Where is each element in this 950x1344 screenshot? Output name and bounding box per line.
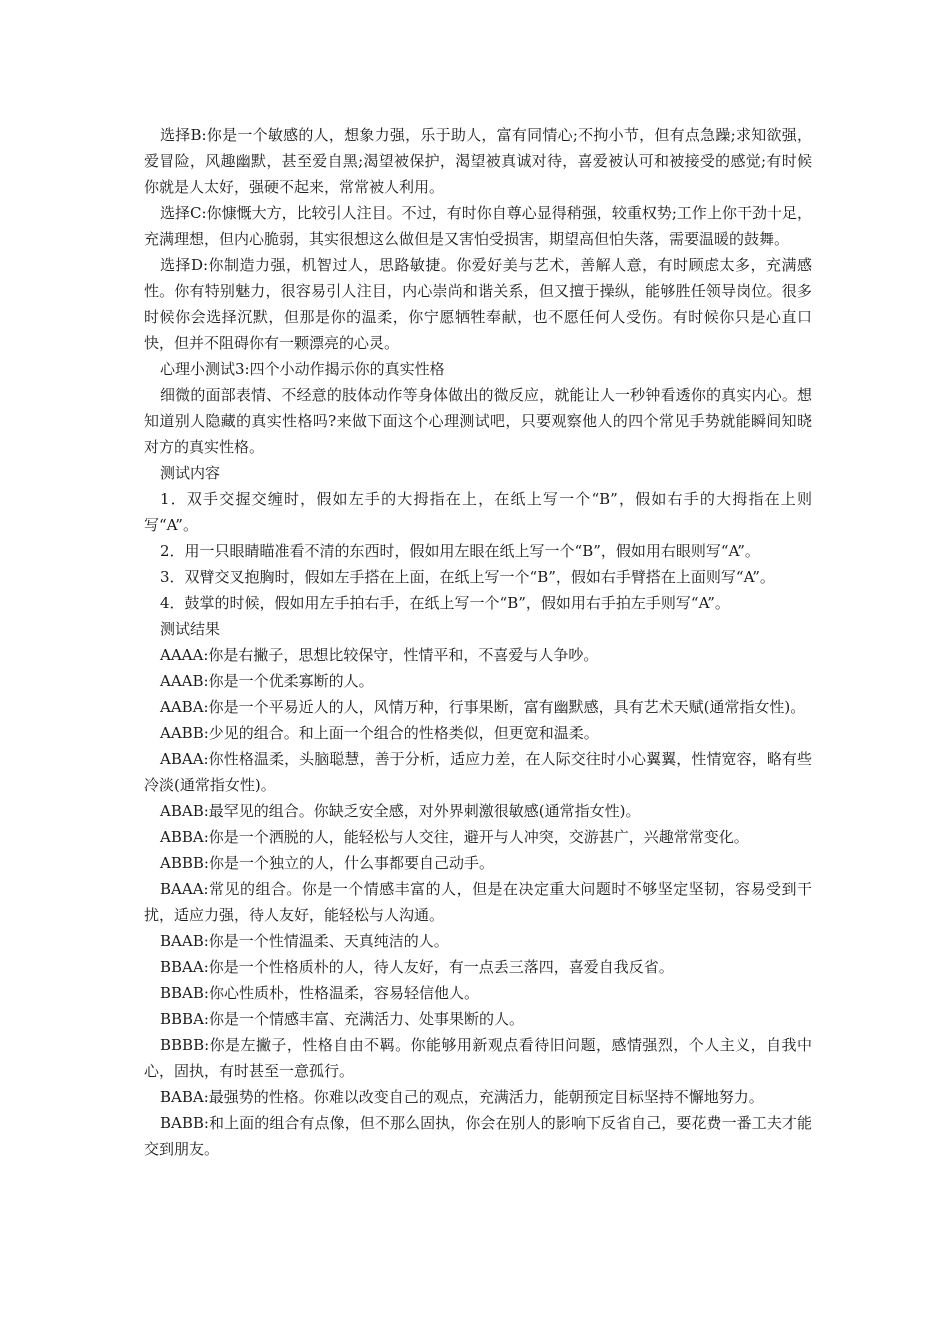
result-bbba: BBBA:你是一个情感丰富、充满活力、处事果断的人。 <box>160 1010 524 1028</box>
test-item-1: 1．双手交握交缠时，假如左手的大拇指在上，在纸上写一个“B”，假如右手的大拇指在上则写“A”。 <box>144 490 812 534</box>
result-bbbb: BBBB:你是左撇子，性格自由不羁。你能够用新观点看待旧问题，感情强烈，个人主义，自我中心，固执，有时甚至一意孤行。 <box>144 1036 812 1080</box>
result-abba: ABBA:你是一个洒脱的人，能轻松与人交往，避开与人冲突，交游甚广，兴趣常常变化。 <box>160 828 749 846</box>
result-baaa: BAAA:常见的组合。你是一个情感丰富的人，但是在决定重大问题时不够坚定坚韧，容易受到干扰，适应力强，待人友好，能轻松与人沟通。 <box>144 880 812 924</box>
paragraph-choice-d: 选择D:你制造力强，机智过人，思路敏捷。你爱好美与艺术，善解人意，有时顾虑太多，充满感性。你有特别魅力，很容易引人注目，内心崇尚和谐关系，但又擅于操纵，能够胜任领导岗位。很多时候你会选择沉默，但那是你的温柔，你宁愿牺牲奉献，也不愿任何人受伤。有时候你只是心直口快，但并不阻碍你有一颗漂亮的心灵。 <box>144 256 812 352</box>
result-aaba: AABA:你是一个平易近人的人，风情万种，行事果断，富有幽默感，具有艺术天赋(通常指女性)。 <box>160 698 806 716</box>
subheading-test-results: 测试结果 <box>160 620 221 638</box>
result-abab: ABAB:最罕见的组合。你缺乏安全感，对外界刺激很敏感(通常指女性)。 <box>160 802 641 820</box>
test-item-4: 4．鼓掌的时候，假如用左手拍右手，在纸上写一个“B”，假如用右手拍左手则写“A”。 <box>160 594 730 612</box>
result-aaab: AAAB:你是一个优柔寡断的人。 <box>160 672 374 690</box>
section-heading-test3: 心理小测试3:四个小动作揭示你的真实性格 <box>160 360 445 378</box>
result-aaaa: AAAA:你是右撇子，思想比较保守，性情平和，不喜爱与人争吵。 <box>160 646 599 664</box>
test-item-3: 3．双臂交叉抱胸时，假如左手搭在上面，在纸上写一个“B”，假如右手臂搭在上面则写“A”。 <box>160 568 775 586</box>
paragraph-choice-c: 选择C:你慷慨大方，比较引人注目。不过，有时你自尊心显得稍强，较重权势;工作上你干劲十足，充满理想，但内心脆弱，其实很想这么做但是又害怕受损害，期望高但怕失落，需要温暖的鼓舞。 <box>144 204 812 248</box>
result-babb: BABB:和上面的组合有点像，但不那么固执，你会在别人的影响下反省自己，要花费一番工夫才能交到朋友。 <box>144 1114 812 1158</box>
document-body <box>144 122 812 1162</box>
subheading-test-content: 测试内容 <box>160 464 221 482</box>
result-baab: BAAB:你是一个性情温柔、天真纯洁的人。 <box>160 932 449 950</box>
test-item-2: 2．用一只眼睛瞄准看不清的东西时，假如用左眼在纸上写一个“B”，假如用右眼则写“A”。 <box>160 542 760 560</box>
result-bbaa: BBAA:你是一个性格质朴的人，待人友好，有一点丢三落四，喜爱自我反省。 <box>160 958 674 976</box>
paragraph-intro: 细微的面部表情、不经意的肢体动作等身体做出的微反应，就能让人一秒钟看透你的真实内心。想知道别人隐藏的真实性格吗?来做下面这个心理测试吧，只要观察他人的四个常见手势就能瞬间知晓对方的真实性格。 <box>144 386 812 456</box>
result-abbb: ABBB:你是一个独立的人，什么事都要自己动手。 <box>160 854 494 872</box>
result-baba: BABA:最强势的性格。你难以改变自己的观点，充满活力，能朝预定目标坚持不懈地努力。 <box>160 1088 764 1106</box>
paragraph-choice-b: 选择B:你是一个敏感的人，想象力强，乐于助人，富有同情心;不拘小节，但有点急躁;求知欲强，爱冒险，风趣幽默，甚至爱自黑;渴望被保护，渴望被真诚对待，喜爱被认可和被接受的感觉;有时候你就是人太好，强硬不起来，常常被人利用。 <box>144 126 812 196</box>
result-abaa: ABAA:你性格温柔，头脑聪慧，善于分析，适应力差，在人际交往时小心翼翼，性情宽容，略有些冷淡(通常指女性)。 <box>144 750 812 794</box>
result-aabb: AABB:少见的组合。和上面一个组合的性格类似，但更宽和温柔。 <box>160 724 599 742</box>
result-bbab: BBAB:你心性质朴，性格温柔，容易轻信他人。 <box>160 984 479 1002</box>
